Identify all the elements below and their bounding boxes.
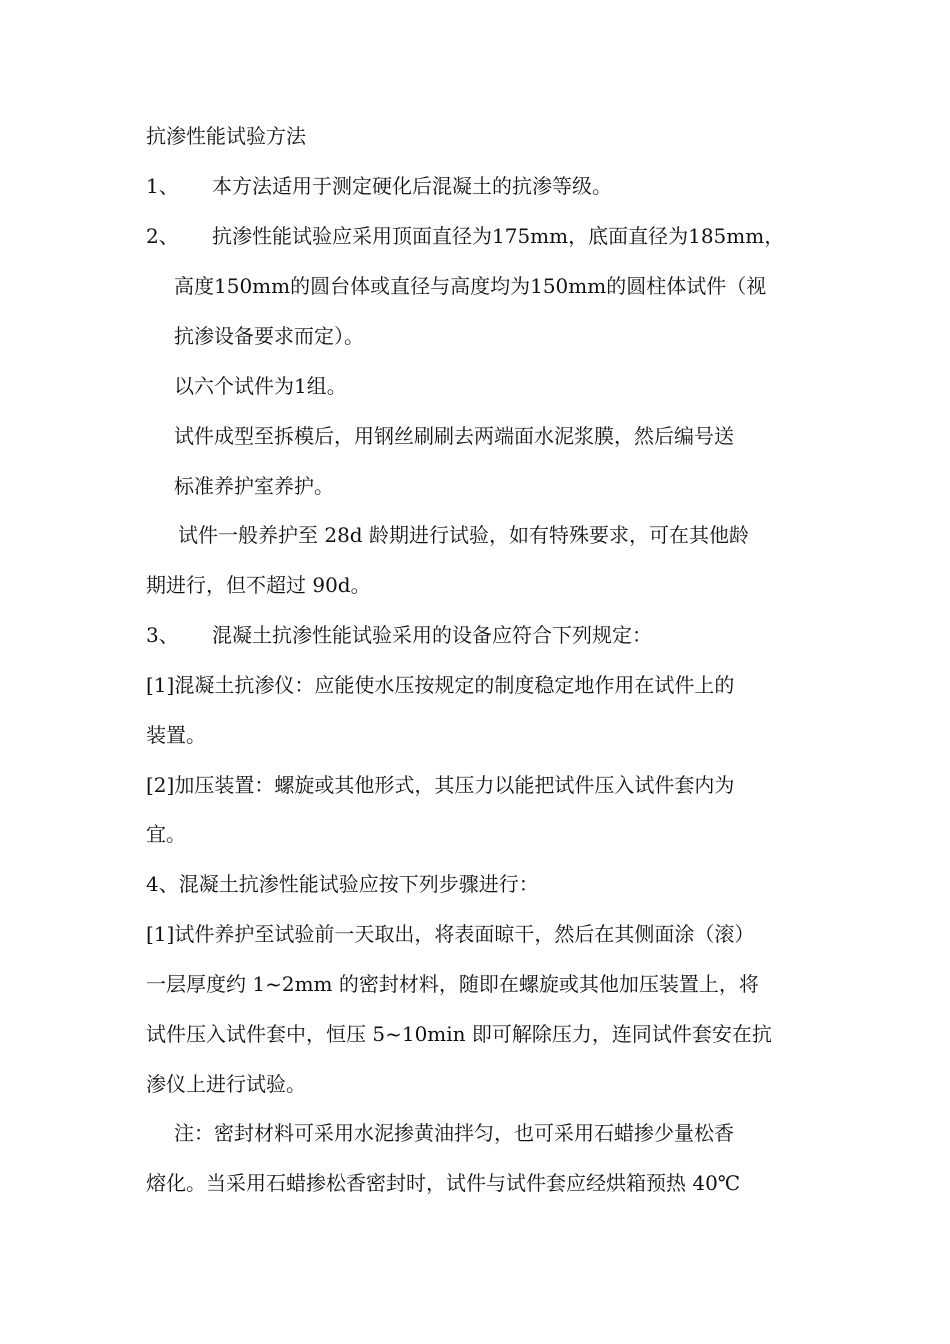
text-line: 以六个试件为1组。: [174, 374, 347, 398]
paragraph-number: 2、: [146, 224, 179, 248]
text-line: 装置。: [146, 723, 206, 747]
paragraph-text: 抗渗性能试验应采用顶面直径为175mm，底面直径为185mm，: [212, 224, 785, 248]
numbered-paragraph-4: 4、混凝土抗渗性能试验应按下列步骤进行：: [146, 872, 539, 896]
numbered-paragraph-1: [146, 172, 810, 200]
text-line: [1]试件养护至试验前一天取出，将表面晾干，然后在其侧面涂（滚）: [146, 922, 755, 946]
note-line: 熔化。当采用石蜡掺松香密封时，试件与试件套应经烘箱预热 40℃: [146, 1171, 741, 1195]
text-line: 期进行，但不超过 90d。: [146, 573, 371, 597]
text-line: 宜。: [146, 822, 186, 846]
text-line: [1]混凝土抗渗仪：应能使水压按规定的制度稳定地作用在试件上的: [146, 673, 735, 697]
document-title: 抗渗性能试验方法: [146, 124, 306, 148]
text-line: [2]加压装置：螺旋或其他形式，其压力以能把试件压入试件套内为: [146, 773, 735, 797]
text-line: 试件一般养护至 28d 龄期进行试验，如有特殊要求，可在其他龄: [178, 523, 749, 547]
text-line: 试件压入试件套中，恒压 5~10min 即可解除压力，连同试件套安在抗: [146, 1022, 772, 1046]
paragraph-number: 3、: [146, 623, 179, 647]
text-line: 试件成型至拆模后，用钢丝刷刷去两端面水泥浆膜，然后编号送: [174, 424, 734, 448]
text-line: 渗仪上进行试验。: [146, 1072, 306, 1096]
text-line: 高度150mm的圆台体或直径与高度均为150mm的圆柱体试件（视: [174, 274, 767, 298]
numbered-paragraph-2: [146, 222, 810, 250]
text-line: 抗渗设备要求而定）。: [174, 324, 364, 348]
text-line: 一层厚度约 1~2mm 的密封材料，随即在螺旋或其他加压装置上，将: [146, 972, 759, 996]
note-line: 注：密封材料可采用水泥掺黄油拌匀，也可采用石蜡掺少量松香: [174, 1121, 734, 1145]
numbered-paragraph-3: [146, 621, 810, 649]
text-line: 标准养护室养护。: [174, 474, 334, 498]
paragraph-number: 1、: [146, 174, 179, 198]
paragraph-text: 本方法适用于测定硬化后混凝土的抗渗等级。: [212, 174, 612, 198]
paragraph-text: 混凝土抗渗性能试验采用的设备应符合下列规定：: [212, 623, 652, 647]
